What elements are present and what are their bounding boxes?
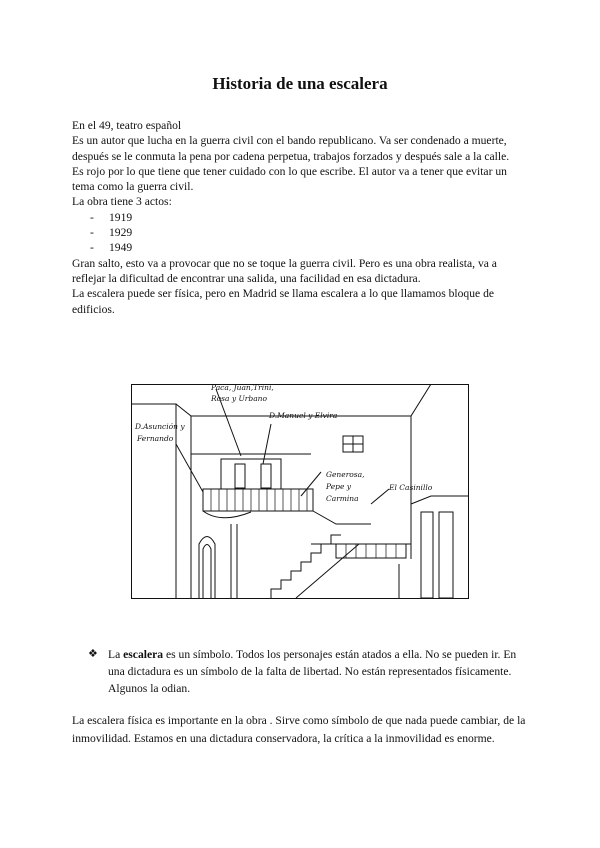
ceiling-corner	[411, 384, 431, 416]
right-door-2	[439, 512, 453, 598]
label-generosa: Generosa,	[326, 470, 365, 479]
acts-list	[72, 210, 532, 256]
window-panes	[343, 436, 363, 452]
label-asuncion: D.Asunción y	[135, 422, 185, 431]
act-year: 1929	[109, 226, 133, 240]
stair-railing	[336, 544, 406, 558]
label-fernando: Fernando	[137, 434, 174, 443]
paragraph-1: En el 49, teatro español	[72, 119, 182, 132]
leader-line	[301, 472, 321, 496]
bullet-bold-word: escalera	[123, 648, 164, 661]
paragraph-5: Gran salto, esto va a provocar que no se toque la guerra civil. Pero es una obra realista, va a reflejar la dificultad de encontrar una salida, una facilidad en esa dictadura.	[72, 256, 497, 285]
label-carmina: Carmina	[326, 494, 359, 503]
label-pepe: Pepe y	[326, 482, 352, 491]
paragraph-4: La obra tiene 3 actos:	[72, 195, 172, 209]
right-building-top	[411, 496, 468, 504]
paragraph-6: La escalera puede ser física, pero en Madrid se llama escalera a lo que llamamos bloque de edificios.	[72, 287, 495, 316]
landing-underside	[203, 511, 251, 518]
label-rosa: Rosa y Urbano	[211, 394, 268, 403]
railing	[203, 489, 313, 511]
act-year: 1919	[109, 210, 133, 224]
stair-stage-drawing	[131, 384, 469, 600]
label-paca: Paca, Juan,Trini,	[211, 384, 274, 392]
stair-rail-lower	[296, 544, 359, 598]
leader-line	[371, 489, 389, 504]
list-item: - 1929	[90, 226, 133, 240]
column	[231, 524, 237, 598]
label-manuel: D.Manuel y Elvira	[269, 411, 338, 420]
leader-line	[176, 444, 203, 492]
left-wall-side	[176, 404, 191, 598]
diamond-bullet-icon: ❖	[88, 648, 98, 660]
list-item: - 1919	[90, 210, 133, 224]
stair-railing-bars	[346, 544, 396, 558]
leader-line	[263, 424, 271, 464]
paragraph-2: Es un autor que lucha en la guerra civil con el bando republicano. Va ser condenado a muerte, después se le conmuta la pena por cadena perpetua, trabajos forzados y después sale a la calle.	[72, 134, 510, 163]
arched-door-inner	[203, 545, 211, 599]
arched-door	[199, 537, 215, 599]
intro-text	[72, 118, 532, 317]
final-paragraph: La escalera física es importante en la obra . Sirve como símbolo de que nada puede cambiar, de la inmovilidad. Estamos en una dictadura conservadora, la crítica a la inmovilidad es enorme.	[72, 714, 526, 745]
act-year: 1949	[109, 241, 133, 255]
bullet-item	[88, 646, 528, 698]
upper-room	[221, 459, 281, 489]
right-door-1	[421, 512, 433, 598]
upper-door-right	[261, 464, 271, 488]
railing-bars	[211, 489, 307, 511]
label-casinillo: El Casinillo	[389, 483, 433, 492]
list-item: - 1949	[90, 241, 133, 255]
page-title: Historia de una escalera	[212, 74, 388, 93]
bullet-prefix: La	[108, 648, 124, 661]
upper-door-left	[235, 464, 245, 488]
bullet-text	[88, 646, 528, 698]
bullet-rest: es un símbolo. Todos los personajes están atados a ella. No se pueden ir. En una dictadura es un símbolo de la falta de libertad. No están representados físicamente. Algunos la odian.	[108, 648, 517, 696]
landing-edge	[313, 511, 371, 524]
paragraph-3: Es rojo por lo que tiene que tener cuidado con lo que escribe. El autor va a tener que evitar un tema como la guerra civil.	[72, 164, 507, 194]
